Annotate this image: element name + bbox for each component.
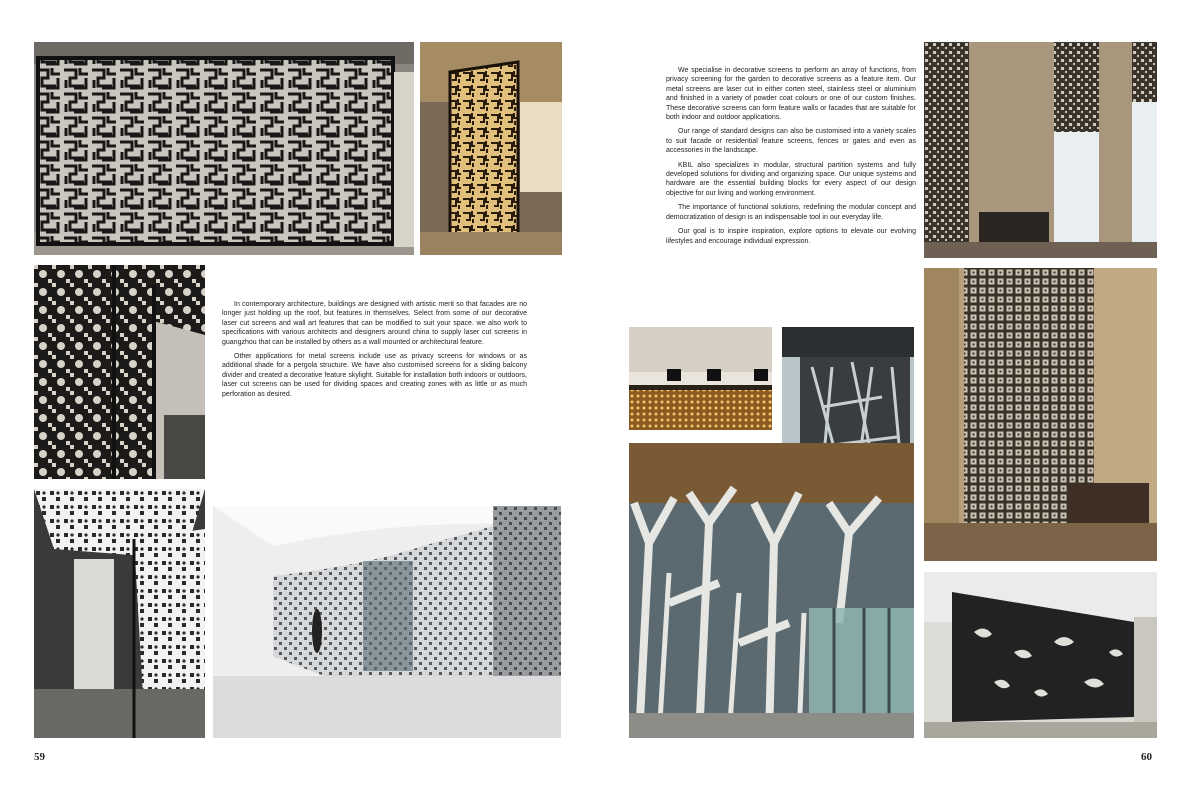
photo-reception-desk-screen bbox=[629, 327, 772, 430]
photo-window-lattice-screens bbox=[924, 42, 1157, 258]
left-paragraph-1: In contemporary architecture, buildings are designed with artistic merit so that facades are no longer just holding up the roof, but features in themselves. Select from some of our decorative laser cut screens and wall art features that can be modified to suit your space. we also work to specifications with various architects and designers around china to supply laser cut screens in guangzhou that can be installed by others as a wall mounted or architectural feature. bbox=[222, 301, 527, 346]
photo-lattice-screen-corridor bbox=[34, 489, 205, 738]
left-paragraph-2: Other applications for metal screens include use as privacy screens for windows or as additional shade for a pergola structure. We have also customised screens for a sliding balcony divider and created a decorative feature skylight. Suitable for installation both indoors or outdoors, laser cut screens can be used for dividing spaces and creating zones with as little or as much perforation as desired. bbox=[222, 353, 527, 398]
right-paragraph-3: KBIL also specializes in modular, structural partition systems and fully developed solutions for dividing and organizing space. Our unique systems and hardware are the essential building blocks for every aspect of our design objective for our living and working environment. bbox=[666, 161, 916, 197]
photo-arabesque-screen-stair bbox=[34, 265, 205, 479]
page-number-right: 60 bbox=[1141, 751, 1152, 763]
photo-curved-screen-lobby bbox=[213, 506, 561, 738]
photo-maze-screen-wall bbox=[34, 42, 414, 255]
photo-maze-screen-corridor bbox=[420, 42, 562, 255]
right-paragraph-1: We specialise in decorative screens to perform an array of functions, from privacy screening for the garden to decorative screens as a feature item. Our metal screens are laser cut in either corten steel, stainless steel or aluminium and finished in a variety of powder coat colours or one of our custom finishes. These decorative screens can form feature walls or facades that are suitable for both indoor and outdoor applications. bbox=[666, 67, 916, 122]
page-number-left: 59 bbox=[34, 751, 45, 763]
photo-grid-screen-interior bbox=[924, 268, 1157, 561]
right-paragraph-2: Our range of standard designs can also be customised into a variety scales to suit facade or residential feature screens, fences or gates and even as accessories in the landscape. bbox=[666, 128, 916, 155]
photo-leaf-screen-fence bbox=[924, 572, 1157, 738]
photo-tree-screen-building bbox=[629, 443, 914, 738]
right-paragraph-4: The importance of functional solutions, redefining the modular concept and democratization of design is an indispensable tool in our everyday life. bbox=[666, 204, 916, 221]
right-page-text bbox=[666, 66, 916, 251]
left-page-text bbox=[222, 300, 527, 404]
right-paragraph-5: Our goal is to inspire inspiration, explore options to elevate our evolving lifestyles and encourage individual expression. bbox=[666, 228, 916, 245]
